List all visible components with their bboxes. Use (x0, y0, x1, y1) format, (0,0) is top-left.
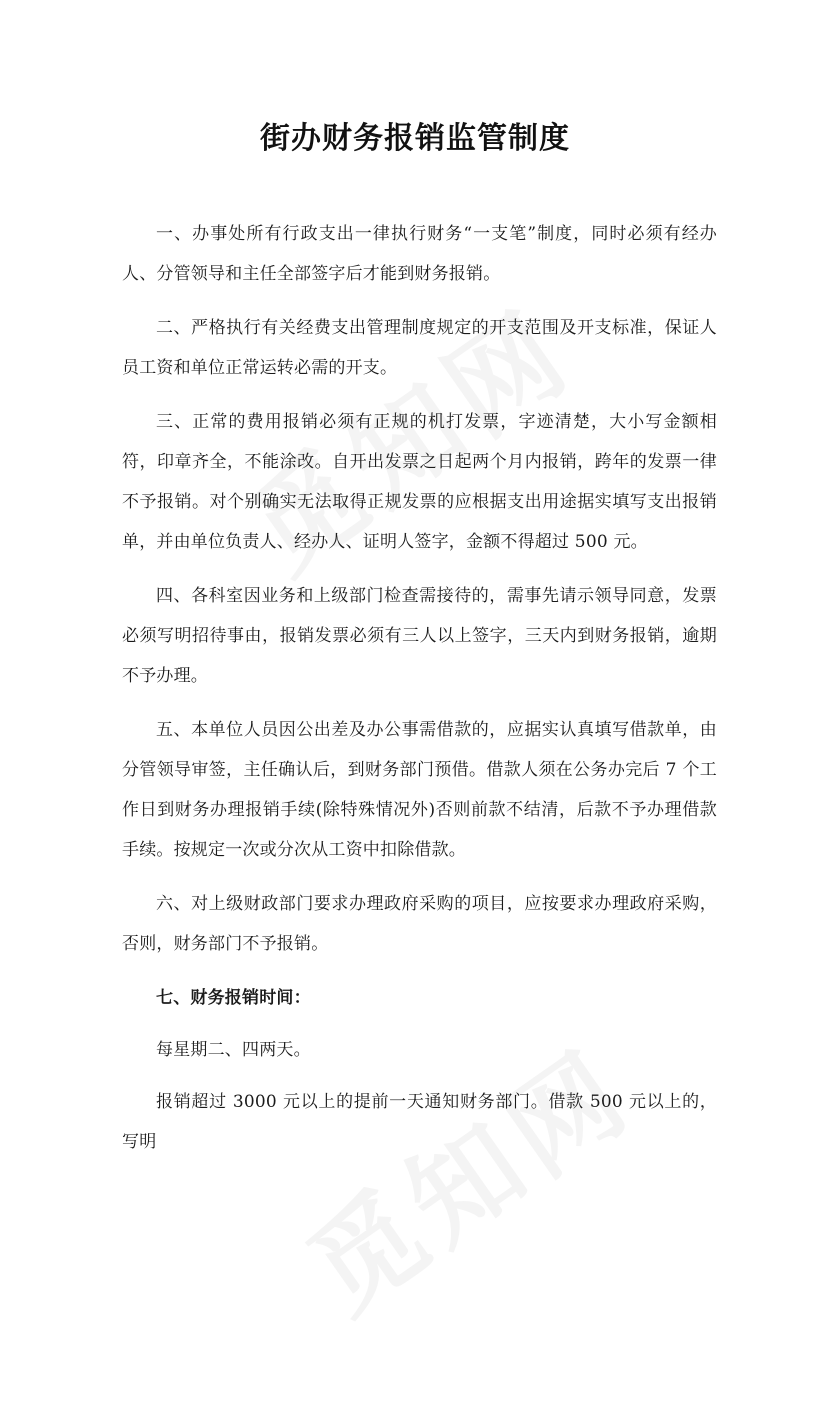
paragraph-5: 五、本单位人员因公出差及办公事需借款的，应据实认真填写借款单，由分管领导审签，主任确认后，到财务部门预借。借款人须在公务办完后 7 个工作日到财务办理报销手续(除特殊情况外)否则前款不结清，后款不予办理借款手续。按规定一次或分次从工资中扣除借款。 (122, 720, 717, 860)
document-body (122, 214, 717, 1174)
paragraph-3: 三、正常的费用报销必须有正规的机打发票，字迹清楚，大小写金额相符，印章齐全，不能涂改。自开出发票之日起两个月内报销，跨年的发票一律不予报销。对个别确实无法取得正规发票的应根据支出用途据实填写支出报销单，并由单位负责人、经办人、证明人签字，金额不得超过 500 元。 (122, 412, 717, 552)
section-heading: 七、财务报销时间： (156, 988, 311, 1008)
document-title: 街办财务报销监管制度 (260, 121, 570, 156)
notice-line: 报销超过 3000 元以上的提前一天通知财务部门。借款 500 元以上的，写明 (122, 1092, 717, 1152)
schedule-line: 每星期二、四两天。 (156, 1040, 311, 1060)
paragraph-1: 一、办事处所有行政支出一律执行财务“一支笔”制度，同时必须有经办人、分管领导和主任全部签字后才能到财务报销。 (122, 224, 717, 284)
paragraph-6: 六、对上级财政部门要求办理政府采购的项目，应按要求办理政府采购，否则，财务部门不予报销。 (122, 894, 717, 954)
paragraph-2: 二、严格执行有关经费支出管理制度规定的开支范围及开支标准，保证人员工资和单位正常运转必需的开支。 (122, 318, 717, 378)
paragraph-4: 四、各科室因业务和上级部门检查需接待的，需事先请示领导同意，发票必须写明招待事由，报销发票必须有三人以上签字，三天内到财务报销，逾期不予办理。 (122, 586, 717, 686)
